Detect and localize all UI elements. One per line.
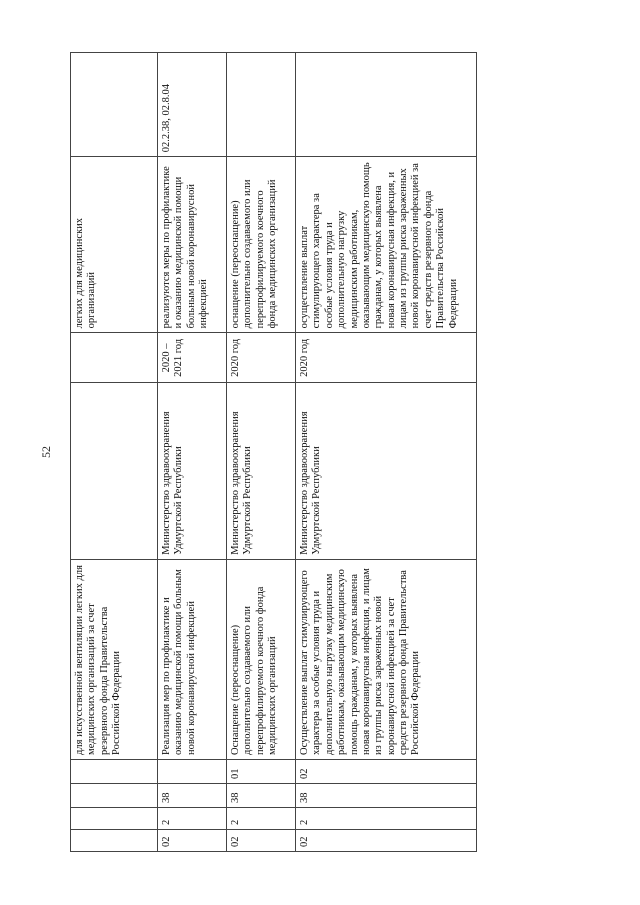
cell-code-subprogram: 2: [227, 807, 296, 829]
cell-indicator: [296, 53, 477, 157]
cell-year: 2020 год: [227, 333, 296, 383]
page-number: 52: [39, 446, 53, 458]
cell-measure-name: Осуществление выплат стимулирующего характера за особые условия труда и дополнительную нагрузку медицинским работникам, оказывающим медицинскую помощь гражданам, у которых выявлена новая коронавирусная инфекция, и лицам из группы риска зараженных новой коронавирусной инфекцией за счет средств резервного фонда Правительства Российской Федерации: [296, 559, 477, 759]
cell-executor: [71, 383, 158, 559]
cell-indicator: [227, 53, 296, 157]
cell-code-submeasure: [158, 759, 227, 783]
cell-code-subprogram: 2: [296, 807, 477, 829]
cell-measure-name: для искусственной вентиляции легких для медицинских организаций за счет резервного фонда Правительства Российской Федерации: [71, 559, 158, 759]
table-row: [158, 53, 227, 852]
cell-executor: Министерство здравоохранения Удмуртской Республики: [296, 383, 477, 559]
rotated-table-wrapper: [70, 52, 570, 852]
cell-indicator: 02.2.38, 02.8.04: [158, 53, 227, 157]
cell-result: реализуются меры по профилактике и оказанию медицинской помощи больным новой коронавирусной инфекцией: [158, 157, 227, 333]
cell-code-subprogram: 2: [158, 807, 227, 829]
table-row: [227, 53, 296, 852]
cell-measure-name: Оснащение (переоснащение) дополнительно создаваемого или перепрофилируемого коечного фонда медицинских организаций: [227, 559, 296, 759]
cell-code-measure: [71, 783, 158, 807]
cell-code-program: 02: [296, 829, 477, 851]
cell-code-submeasure: 02: [296, 759, 477, 783]
cell-code-measure: 38: [227, 783, 296, 807]
cell-result: осуществление выплат стимулирующего характера за особые условия труда и дополнительную нагрузку медицинским работникам, оказывающим медицинскую помощь гражданам, у которых выявлена новая коронавирусная инфекция, и лицам из группы риска зараженных новой коронавирусной инфекцией за счет средств резервного фонда Правительства Российской Федерации: [296, 157, 477, 333]
cell-code-measure: 38: [296, 783, 477, 807]
cell-executor: Министерство здравоохранения Удмуртской Республики: [227, 383, 296, 559]
table-row: [296, 53, 477, 852]
cell-code-program: 02: [227, 829, 296, 851]
cell-code-submeasure: [71, 759, 158, 783]
cell-measure-name: Реализация мер по профилактике и оказанию медицинской помощи больным новой коронавирусной инфекцией: [158, 559, 227, 759]
cell-result: оснащение (переоснащение) дополнительно создаваемого или перепрофилируемого коечного фонда медицинских организаций: [227, 157, 296, 333]
cell-year: [71, 333, 158, 383]
cell-code-submeasure: 01: [227, 759, 296, 783]
cell-code-measure: 38: [158, 783, 227, 807]
program-measures-table: [70, 52, 477, 852]
cell-result: легких для медицинских организаций: [71, 157, 158, 333]
cell-year: 2020 год: [296, 333, 477, 383]
table-row: [71, 53, 158, 852]
cell-code-subprogram: [71, 807, 158, 829]
cell-year: 2020 – 2021 год: [158, 333, 227, 383]
cell-code-program: 02: [158, 829, 227, 851]
cell-indicator: [71, 53, 158, 157]
cell-code-program: [71, 829, 158, 851]
cell-executor: Министерство здравоохранения Удмуртской Республики: [158, 383, 227, 559]
